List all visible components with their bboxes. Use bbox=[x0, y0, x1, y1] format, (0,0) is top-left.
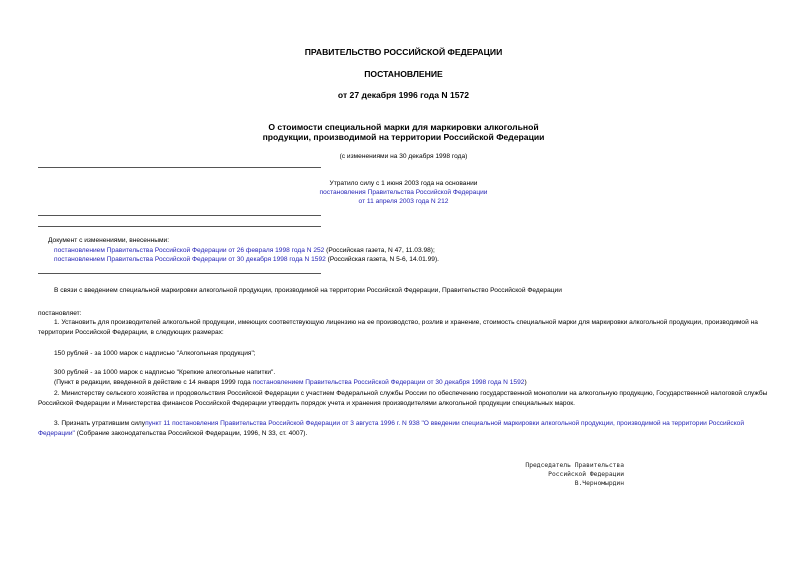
change-link-2[interactable]: постановлением Правительства Российской Федерации от 30 декабря 1998 года N 1592 bbox=[54, 256, 326, 264]
change-item-1-source: (Российская газета, N 47, 11.03.98); bbox=[324, 246, 435, 254]
signature-org: Российской Федерации bbox=[548, 470, 624, 478]
paragraph-2: 2. Министерству сельского хозяйства и продовольствия Российской Федерации с участием Федеральной службы России по обеспечению государственной монополии на алкогольную продукцию, Государственной налоговой службы Российской Федерации и Министерства финансов Российской Федерации утвердить порядок учета и хранения производителями алкогольной продукции специальных марок. bbox=[38, 390, 768, 407]
paragraph-3-end: (Собрание законодательства Российской Федерации, 1996, N 33, ст. 4007). bbox=[74, 429, 308, 437]
price-line-2: 300 рублей - за 1000 марок с надписью "Крепкие алкогольные напитки". bbox=[54, 369, 276, 376]
changes-intro: Документ с изменениями, внесенными: bbox=[48, 237, 170, 244]
paragraph-3 bbox=[38, 419, 768, 438]
signature-position: Председатель Правительства bbox=[525, 462, 624, 469]
expired-notice bbox=[0, 179, 807, 207]
paragraph-3-start: 3. Признать утратившим силу bbox=[54, 420, 146, 427]
divider bbox=[38, 226, 321, 227]
changes-block bbox=[38, 236, 768, 265]
divider bbox=[38, 273, 321, 274]
change-item bbox=[38, 255, 768, 265]
change-link-1[interactable]: постановлением Правительства Российской Федерации от 26 февраля 1998 года N 252 bbox=[54, 246, 325, 254]
document-title-line1: О стоимости специальной марки для маркировки алкогольной bbox=[268, 122, 539, 132]
divider bbox=[38, 215, 321, 216]
document-title-line2: продукции, производимой на территории Российской Федерации bbox=[262, 132, 545, 142]
change-item bbox=[38, 246, 768, 256]
signature-name: В.Черномырдин bbox=[574, 479, 624, 487]
expired-decree-link-line2[interactable]: от 11 апреля 2003 года N 212 bbox=[358, 198, 449, 206]
change-item-2-source: (Российская газета, N 5-6, 14.01.99). bbox=[325, 256, 439, 264]
edit-note-text: (Пункт в редакции, введенной в действие с 14 января 1999 года bbox=[54, 379, 253, 386]
paragraph-3-link[interactable]: пункт 11 постановления Правительства Российской Федерации от 3 августа 1996 г. N 938 "О введении специальной маркировки алкогольной продукции, производимой на территории Российской Федерации" bbox=[38, 420, 745, 437]
preamble: В связи с введением специальной маркировки алкогольной продукции, производимой на территории Российской Федерации, Правительство Российской Федерации bbox=[54, 287, 562, 294]
edit-note-link[interactable]: постановлением Правительства Российской Федерации от 30 декабря 1998 года N 1592 bbox=[252, 379, 525, 386]
signature-block bbox=[470, 462, 624, 488]
divider bbox=[38, 167, 321, 168]
document-date-number: от 27 декабря 1996 года N 1572 bbox=[337, 90, 470, 100]
amendments-note: (с изменениями на 30 декабря 1998 года) bbox=[339, 153, 468, 160]
edit-note-close: ) bbox=[524, 379, 527, 386]
document-type: ПОСТАНОВЛЕНИЕ bbox=[364, 69, 443, 79]
government-heading: ПРАВИТЕЛЬСТВО РОССИЙСКОЙ ФЕДЕРАЦИИ bbox=[304, 47, 503, 57]
edit-note bbox=[38, 378, 768, 388]
decrees-word: постановляет: bbox=[38, 310, 82, 317]
expired-line1: Утратило силу с 1 июня 2003 года на основании bbox=[329, 180, 478, 187]
expired-decree-link-line1[interactable]: постановления Правительства Российской Федерации bbox=[319, 189, 488, 197]
paragraph-1: 1. Установить для производителей алкогольной продукции, имеющих соответствующую лицензию на ее производство, розлив и хранение, стоимость специальной марки для маркировки алкогольной продукции, производимой на территории Российской Федерации, в следующих размерах: bbox=[38, 319, 758, 336]
price-line-1: 150 рублей - за 1000 марок с надписью "Алкогольная продукция"; bbox=[54, 350, 256, 357]
